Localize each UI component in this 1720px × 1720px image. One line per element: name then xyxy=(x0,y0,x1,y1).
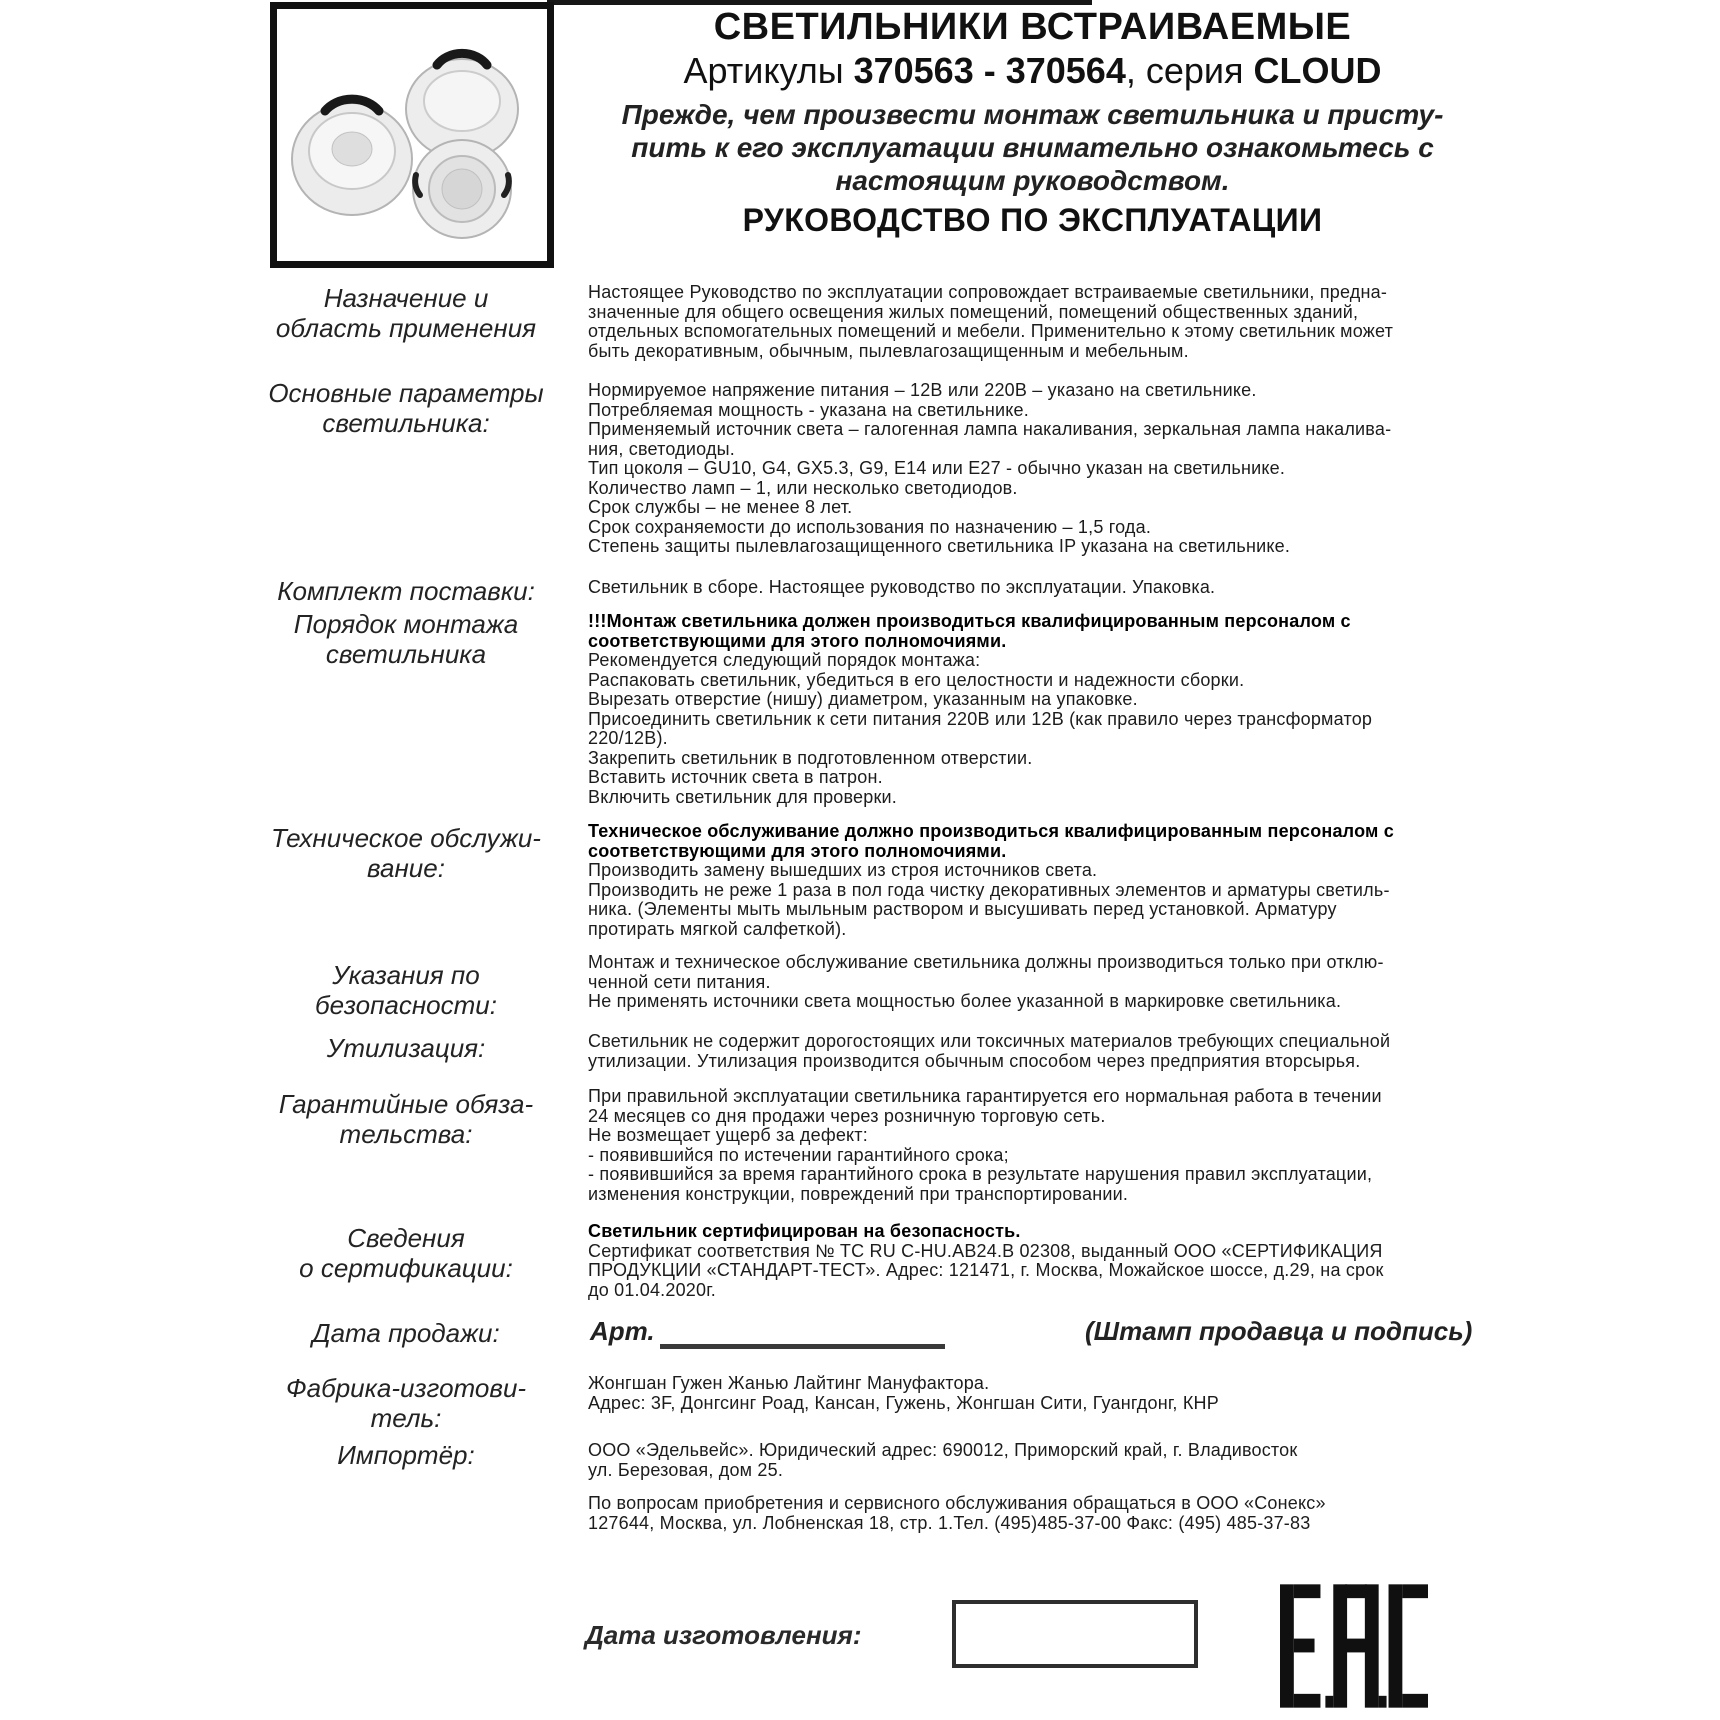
label-params xyxy=(252,378,560,438)
text-line: - появившийся за время гарантийного срока в результате нарушения правил эксплуатации, xyxy=(588,1164,1373,1184)
text-line: отдельных вспомогательных помещений и мебели. Применительно к этому светильник может xyxy=(588,321,1394,341)
text-line: Монтаж и техническое обслуживание светильника должны производиться только при отклю- xyxy=(588,952,1384,972)
text-line: Жонгшан Гужен Жанью Лайтинг Мануфактора. xyxy=(588,1373,990,1393)
text-line: Вырезать отверстие (нишу) диаметром, указанным на упаковке. xyxy=(588,689,1138,709)
text-line: ул. Березовая, дом 25. xyxy=(588,1459,784,1480)
text-line: Тип цоколя – GU10, G4, GX5.3, G9, Е14 или Е27 - обычно указан на светильнике. xyxy=(588,458,1286,478)
article-prefix: Артикулы xyxy=(683,50,854,91)
text-line: ООО «Эдельвейс». Юридический адрес: 690012, Приморский край, г. Владивосток xyxy=(588,1440,1298,1460)
body-importer xyxy=(588,1441,1473,1480)
text-line: соответствующими для этого полномочиями. xyxy=(588,840,1007,861)
text-line: !!!Монтаж светильника должен производиться квалифицированным персоналом с xyxy=(588,611,1351,631)
text-line: Техническое обслужи- xyxy=(271,823,541,853)
text-line: Светильник в сборе. Настоящее руководство по эксплуатации. Упаковка. xyxy=(588,577,1216,597)
text-line: о сертификации: xyxy=(299,1253,513,1283)
label-certification xyxy=(252,1223,560,1283)
page-title: СВЕТИЛЬНИКИ ВСТРАИВАЕМЫЕ xyxy=(713,6,1352,48)
body-safety xyxy=(588,953,1473,1012)
label-factory xyxy=(252,1373,560,1433)
text-line: изменения конструкции, повреждений при транспортировании. xyxy=(588,1183,1129,1204)
text-line: Назначение и xyxy=(323,283,489,313)
label-utilization xyxy=(252,1033,560,1063)
text-line: Производить замену вышедших из строя источников света. xyxy=(588,860,1098,880)
art-blank-line xyxy=(660,1344,945,1349)
label-importer xyxy=(252,1440,560,1470)
text-line: быть декоративным, обычным, пылевлагозащищенным и мебельным. xyxy=(588,340,1189,361)
text-line: утилизации. Утилизация производится обычным способом через предприятия вторсырья. xyxy=(588,1050,1361,1071)
label-komplekt xyxy=(252,576,560,606)
article-numbers: 370563 - 370564 xyxy=(853,50,1126,91)
body-komplekt xyxy=(588,578,1473,598)
text-line: ника. (Элементы мыть мыльным раствором и высушивать перед установкой. Арматуру xyxy=(588,899,1337,919)
article-line xyxy=(560,50,1505,92)
body-service xyxy=(588,822,1473,939)
text-line: Нормируемое напряжение питания – 12В или 220В – указано на светильнике. xyxy=(588,380,1257,400)
body-params xyxy=(588,381,1473,557)
text-line: Сведения xyxy=(347,1223,465,1253)
manufacture-date-label: Дата изготовления: xyxy=(585,1620,862,1650)
label-sale-date xyxy=(252,1318,560,1348)
text-line: Присоединить светильник к сети питания 220В или 12В (как правило через трансформатор xyxy=(588,708,1373,729)
body-service-contact xyxy=(588,1494,1473,1533)
text-line: Комплект поставки: xyxy=(277,576,535,606)
text-line: Количество ламп – 1, или несколько светодиодов. xyxy=(588,477,1018,498)
text-line: Фабрика-изготови- xyxy=(285,1373,527,1403)
manual-title: РУКОВОДСТВО ПО ЭКСПЛУАТАЦИИ xyxy=(742,202,1323,238)
text-line: Срок сохраняемости до использования по назначению – 1,5 года. xyxy=(588,516,1152,537)
text-line: Степень защиты пылевлагозащищенного светильника IP указана на светильнике. xyxy=(588,536,1291,556)
text-line: настоящим руководством. xyxy=(835,165,1230,196)
text-line: Настоящее Руководство по эксплуатации сопровождает встраиваемые светильники, предна- xyxy=(588,282,1388,302)
text-line: Рекомендуется следующий порядок монтажа: xyxy=(588,650,981,670)
text-line: Указания по xyxy=(332,960,480,990)
text-line: Распаковать светильник, убедиться в его целостности и надежности сборки. xyxy=(588,669,1245,690)
label-montage xyxy=(252,609,560,669)
text-line: Техническое обслуживание должно производиться квалифицированным персоналом с xyxy=(588,821,1394,841)
text-line: Прежде, чем произвести монтаж светильника и присту- xyxy=(621,99,1444,130)
text-line: ченной сети питания. xyxy=(588,971,771,992)
text-line: Не применять источники света мощностью более указанной в маркировке светильника. xyxy=(588,991,1342,1011)
text-line: до 01.04.2020г. xyxy=(588,1279,716,1300)
body-montage xyxy=(588,612,1473,807)
text-line: Светильник сертифицирован на безопасность. xyxy=(588,1221,1021,1241)
text-line: Не возмещает ущерб за дефект: xyxy=(588,1125,868,1145)
series-name: CLOUD xyxy=(1253,50,1382,91)
text-line: ния, светодиоды. xyxy=(588,438,735,459)
text-line: светильника: xyxy=(322,408,490,438)
manufacture-date-box xyxy=(952,1600,1198,1668)
text-line: - появившийся по истечении гарантийного срока; xyxy=(588,1144,1009,1165)
series-prefix: , серия xyxy=(1125,50,1254,91)
text-line: Производить не реже 1 раза в пол года чистку декоративных элементов и арматуры светиль- xyxy=(588,879,1390,900)
label-service xyxy=(252,823,560,883)
eac-mark-icon xyxy=(1280,1584,1428,1708)
recessed-lights-image xyxy=(277,9,533,247)
label-warranty xyxy=(252,1089,560,1149)
text-line: 24 месяцев со дня продажи через розничную торговую сеть. xyxy=(588,1105,1106,1126)
text-line: Применяемый источник света – галогенная лампа накаливания, зеркальная лампа накалива- xyxy=(588,419,1392,439)
warning-notice xyxy=(560,98,1505,197)
text-line: безопасности: xyxy=(315,990,497,1020)
text-line: Закрепить светильник в подготовленном отверстии. xyxy=(588,747,1033,768)
text-line: Вставить источник света в патрон. xyxy=(588,767,883,787)
text-line: Включить светильник для проверки. xyxy=(588,786,898,807)
text-line: тельства: xyxy=(339,1119,473,1149)
text-line: соответствующими для этого полномочиями. xyxy=(588,630,1007,651)
text-line: пить к его эксплуатации внимательно ознакомьтесь с xyxy=(631,132,1434,163)
text-line: Основные параметры xyxy=(268,378,544,408)
text-line: тель: xyxy=(370,1403,442,1433)
text-line: Порядок монтажа xyxy=(293,609,519,639)
text-line: протирать мягкой салфеткой). xyxy=(588,918,847,939)
body-certification xyxy=(588,1222,1473,1300)
stamp-note: (Штамп продавца и подпись) xyxy=(1085,1316,1473,1346)
text-line: Срок службы – не менее 8 лет. xyxy=(588,497,853,517)
text-line: светильника xyxy=(325,639,487,669)
text-line: Сертификат соответствия № ТС RU С-HU.АВ24.В 02308, выданный ООО «СЕРТИФИКАЦИЯ xyxy=(588,1240,1383,1261)
text-line: Дата продажи: xyxy=(312,1318,500,1348)
text-line: область применения xyxy=(275,313,537,343)
art-label: Арт. xyxy=(590,1316,655,1346)
text-line: ПРОДУКЦИИ «СТАНДАРТ-ТЕСТ». Адрес: 121471, г. Москва, Можайское шоссе, д.29, на срок xyxy=(588,1260,1384,1280)
text-line: Светильник не содержит дорогостоящих или токсичных материалов требующих специальной xyxy=(588,1031,1391,1051)
text-line: По вопросам приобретения и сервисного обслуживания обращаться в ООО «Сонекс» xyxy=(588,1493,1326,1513)
text-line: Утилизация: xyxy=(326,1033,486,1063)
body-warranty xyxy=(588,1087,1473,1204)
text-line: Импортёр: xyxy=(337,1440,475,1470)
body-naznachenie xyxy=(588,283,1473,361)
text-line: значенные для общего освещения жилых помещений, помещений общественных зданий, xyxy=(588,301,1359,322)
label-naznachenie xyxy=(252,283,560,343)
text-line: Потребляемая мощность - указана на светильнике. xyxy=(588,399,1029,420)
label-safety xyxy=(252,960,560,1020)
text-line: вание: xyxy=(367,853,445,883)
text-line: 127644, Москва, ул. Лобненская 18, стр. 1.Тел. (495)485-37-00 Факс: (495) 485-37-83 xyxy=(588,1512,1311,1533)
text-line: 220/12В). xyxy=(588,728,668,748)
text-line: Гарантийные обяза- xyxy=(278,1089,534,1119)
body-factory xyxy=(588,1374,1473,1413)
product-photo xyxy=(270,2,554,268)
body-utilization xyxy=(588,1032,1473,1071)
scan-artifact-line xyxy=(547,0,1092,5)
text-line: При правильной эксплуатации светильника гарантируется его нормальная работа в течении xyxy=(588,1086,1382,1106)
text-line: Адрес: 3F, Донгсинг Роад, Кансан, Гужень, Жонгшан Сити, Гуангдонг, КНР xyxy=(588,1392,1219,1413)
